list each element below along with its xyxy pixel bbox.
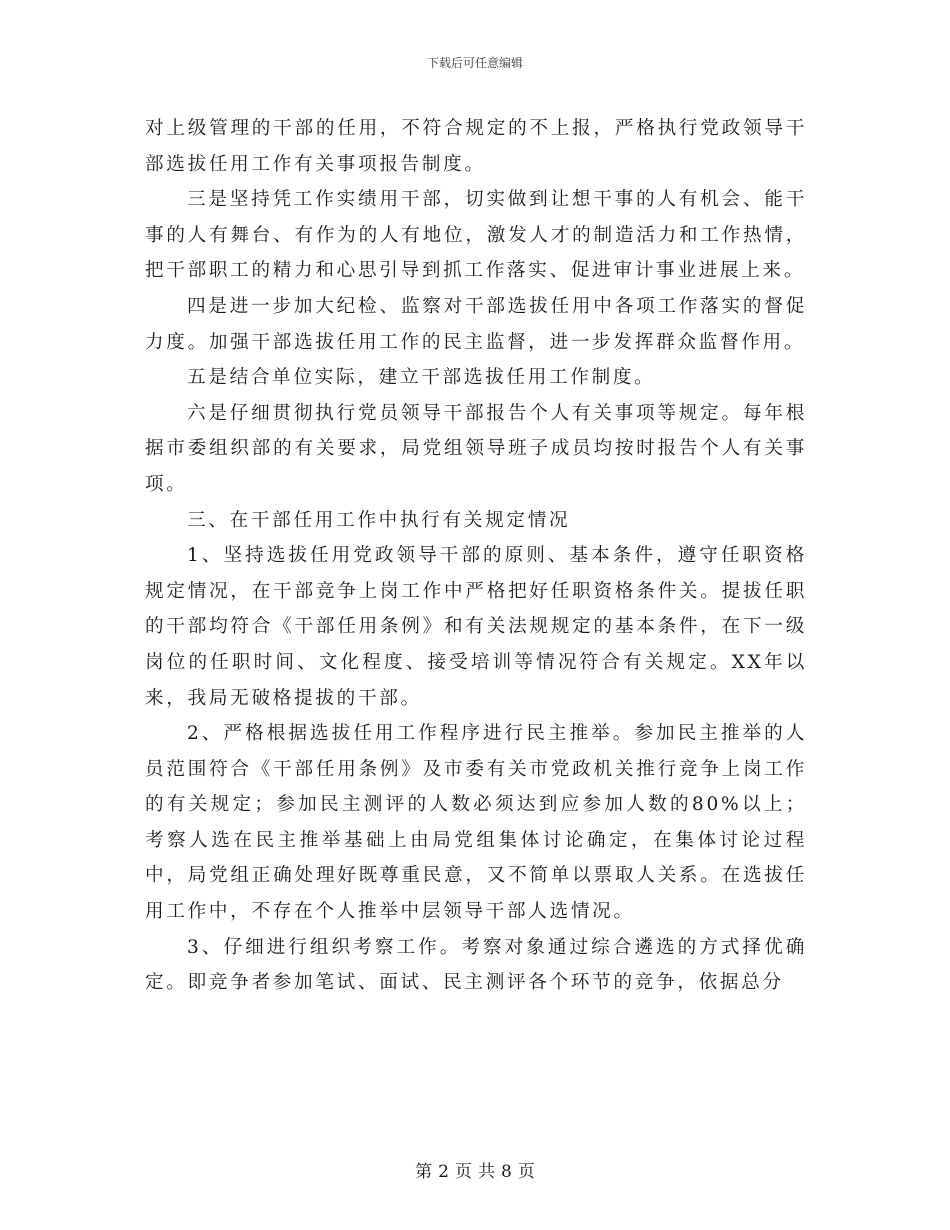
total-label-prefix: 共 — [478, 1162, 495, 1182]
paragraph: 1、坚持选拔任用党政领导干部的原则、基本条件，遵守任职资格规定情况，在干部竞争上岗工作中严格把好任职资格条件关。提拔任职的干部均符合《干部任用条例》和有关法规规定的基本条件，在下一级岗位的任职时间、文化程度、接受培训等情况符合有关规定。XX年以来，我局无破格提拔的干部。 — [145, 545, 807, 709]
paragraph: 3、仔细进行组织考察工作。考察对象通过综合遴选的方式择优确定。即竞争者参加笔试、面试、民主测评各个环节的竞争，依据总分 — [145, 936, 807, 994]
paragraph: 三是坚持凭工作实绩用干部，切实做到让想干事的人有机会、能干事的人有舞台、有作为的人有地位，激发人才的制造活力和工作热情，把干部职工的精力和心思引导到抓工作落实、促进审计事业进展上来。 — [145, 189, 807, 282]
page-label-mid: 页 — [455, 1162, 472, 1182]
paragraph: 六是仔细贯彻执行党员领导干部报告个人有关事项等规定。每年根据市委组织部的有关要求，局党组领导班子成员均按时报告个人有关事项。 — [145, 402, 807, 495]
page-label-suffix: 页 — [517, 1162, 535, 1182]
page-header-note: 下载后可任意编辑 — [426, 56, 523, 70]
current-page-number: 2 — [438, 1162, 449, 1182]
page-label-prefix: 第 — [415, 1162, 433, 1182]
paragraph: 五是结合单位实际，建立干部选拔任用工作制度。 — [187, 367, 656, 389]
document-body — [145, 111, 807, 1001]
section-heading: 三、在干部任用工作中执行有关规定情况 — [187, 509, 571, 531]
page-number-footer — [0, 1157, 950, 1182]
paragraph: 四是进一步加大纪检、监察对干部选拔任用中各项工作落实的督促力度。加强干部选拔任用工作的民主监督，进一步发挥群众监督作用。 — [145, 295, 807, 353]
paragraph-continued: 对上级管理的干部的任用，不符合规定的不上报，严格执行党政领导干部选拔任用工作有关事项报告制度。 — [145, 118, 807, 175]
paragraph: 2、严格根据选拔任用工作程序进行民主推举。参加民主推举的人员范围符合《干部任用条例》及市委有关市党政机关推行竞争上岗工作的有关规定；参加民主测评的人数必须达到应参加人数的80%以上；考察人选在民主推举基础上由局党组集体讨论确定，在集体讨论过程中，局党组正确处理好既尊重民意，又不简单以票取人关系。在选拔任用工作中，不存在个人推举中层领导干部人选情况。 — [145, 723, 807, 923]
total-pages-number: 8 — [501, 1162, 512, 1182]
